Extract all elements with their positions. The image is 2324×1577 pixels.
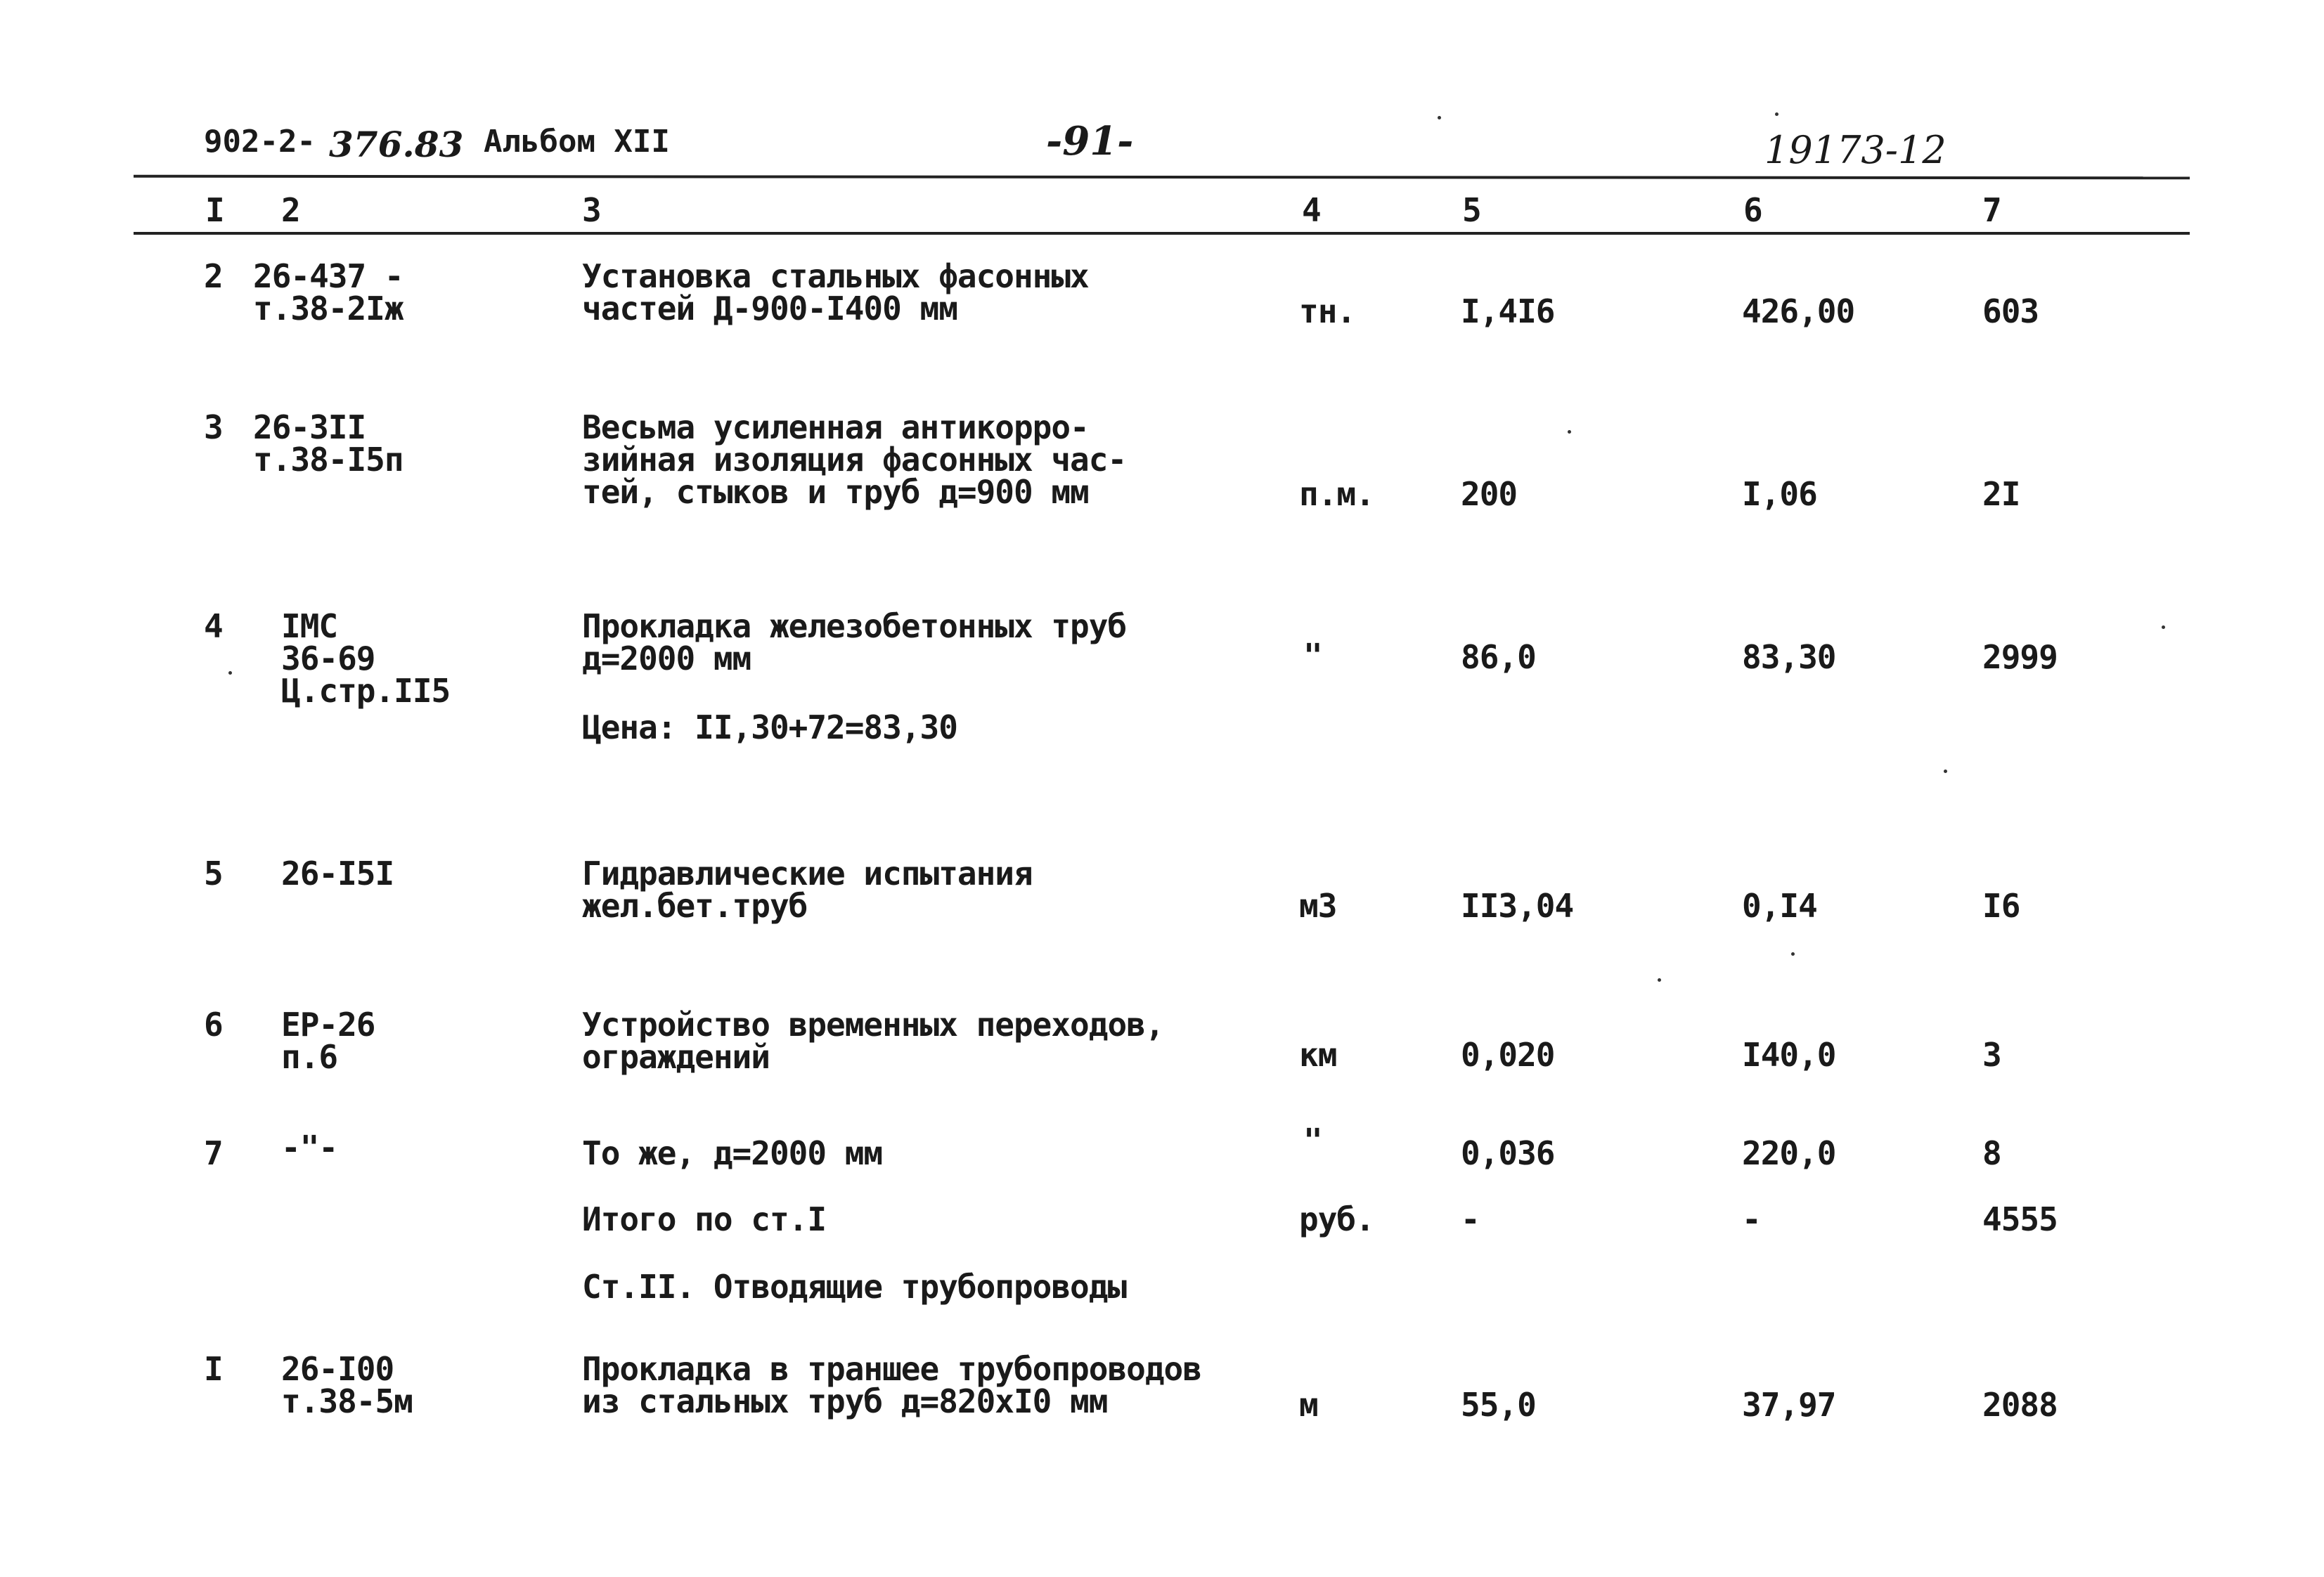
row-4-qty: II3,04 bbox=[1461, 887, 1574, 925]
subtotal-label: Итого по ст.I bbox=[582, 1200, 827, 1238]
col-header-6: 6 bbox=[1743, 191, 1763, 229]
scan-speck bbox=[1438, 116, 1441, 119]
col-header-4: 4 bbox=[1302, 191, 1322, 229]
row-3-note: Цена: II,30+72=83,30 bbox=[582, 708, 957, 746]
row-1-num: 2 bbox=[204, 257, 223, 295]
row-4-unit: м3 bbox=[1299, 887, 1337, 925]
row-4-price: 0,I4 bbox=[1742, 887, 1817, 925]
scan-speck bbox=[1944, 770, 1947, 773]
scan-speck bbox=[1658, 978, 1661, 982]
row-3-unit: " bbox=[1303, 637, 1322, 675]
row-6-desc: То же, д=2000 мм bbox=[582, 1134, 883, 1172]
doc-number-handwritten: 376.83 bbox=[329, 124, 464, 165]
last-row-num: I bbox=[204, 1350, 223, 1388]
scan-speck bbox=[1791, 952, 1795, 956]
last-row-desc: Прокладка в траншее трубопроводов из стальных труб д=820хI0 мм bbox=[582, 1350, 1201, 1420]
last-row-unit: м bbox=[1299, 1386, 1318, 1424]
scan-speck bbox=[1775, 112, 1778, 116]
row-2-desc: Весьма усиленная антикорро- зийная изоляция фасонных час- тей, стыков и труб д=900 мм bbox=[582, 408, 1127, 511]
scan-speck bbox=[228, 671, 232, 675]
scan-speck bbox=[2162, 625, 2165, 629]
row-3-num: 4 bbox=[204, 607, 223, 645]
row-6-total: 8 bbox=[1982, 1134, 2001, 1172]
row-1-code: 26-437 - т.38-2Iж bbox=[253, 257, 404, 327]
subtotal-total: 4555 bbox=[1982, 1200, 2058, 1238]
scan-speck bbox=[1568, 430, 1571, 434]
row-1-desc: Установка стальных фасонных частей Д-900-I400 мм bbox=[582, 257, 1089, 327]
last-row-qty: 55,0 bbox=[1461, 1386, 1536, 1424]
row-6-price: 220,0 bbox=[1742, 1134, 1836, 1172]
row-1-unit: тн. bbox=[1299, 292, 1356, 330]
row-4-num: 5 bbox=[204, 855, 223, 893]
row-4-code: 26-I5I bbox=[281, 855, 394, 893]
row-3-price: 83,30 bbox=[1742, 638, 1836, 676]
row-1-total: 603 bbox=[1982, 292, 2039, 330]
row-2-unit: п.м. bbox=[1299, 475, 1374, 513]
row-5-price: I40,0 bbox=[1742, 1036, 1836, 1074]
col-header-1: I bbox=[205, 191, 225, 229]
row-3-total: 2999 bbox=[1982, 638, 2058, 676]
row-6-qty: 0,036 bbox=[1461, 1134, 1555, 1172]
row-2-num: 3 bbox=[204, 408, 223, 446]
col-header-5: 5 bbox=[1462, 191, 1482, 229]
album-label: Альбом XII bbox=[484, 124, 670, 160]
row-2-price: I,06 bbox=[1742, 475, 1817, 513]
subtotal-qty: - bbox=[1461, 1200, 1480, 1238]
row-3-desc: Прокладка железобетонных труб д=2000 мм bbox=[582, 607, 1127, 677]
row-4-desc: Гидравлические испытания жел.бет.труб bbox=[582, 855, 1033, 925]
row-6-num: 7 bbox=[204, 1134, 223, 1172]
row-5-total: 3 bbox=[1982, 1036, 2001, 1074]
row-1-qty: I,4I6 bbox=[1461, 292, 1555, 330]
row-5-unit: км bbox=[1299, 1036, 1337, 1074]
subtotal-unit: руб. bbox=[1299, 1200, 1374, 1238]
row-2-code: 26-3II т.38-I5п bbox=[253, 408, 404, 479]
doc-code: 19173-12 bbox=[1764, 128, 1947, 172]
row-3-code: IМС 36-69 Ц.стр.II5 bbox=[281, 607, 451, 710]
section-title: Ст.II. Отводящие трубопроводы bbox=[582, 1268, 1127, 1306]
row-3-qty: 86,0 bbox=[1461, 638, 1536, 676]
page-number: -91- bbox=[1046, 118, 1134, 164]
top-rule bbox=[134, 175, 2190, 180]
last-row-total: 2088 bbox=[1982, 1386, 2058, 1424]
last-row-price: 37,97 bbox=[1742, 1386, 1836, 1424]
row-1-price: 426,00 bbox=[1742, 292, 1855, 330]
last-row-code: 26-I00 т.38-5м bbox=[281, 1350, 413, 1420]
row-5-qty: 0,020 bbox=[1461, 1036, 1555, 1074]
row-6-code: -"- bbox=[281, 1129, 338, 1167]
col-header-7: 7 bbox=[1982, 191, 2002, 229]
row-2-total: 2I bbox=[1982, 475, 2020, 513]
row-6-unit: " bbox=[1303, 1122, 1322, 1160]
row-5-desc: Устройство временных переходов, ограждений bbox=[582, 1006, 1164, 1076]
doc-prefix: 902-2- bbox=[204, 124, 316, 160]
header-rule bbox=[134, 232, 2190, 235]
row-2-qty: 200 bbox=[1461, 475, 1518, 513]
row-4-total: I6 bbox=[1982, 887, 2020, 925]
row-5-code: ЕР-26 п.6 bbox=[281, 1006, 375, 1076]
subtotal-price: - bbox=[1742, 1200, 1761, 1238]
col-header-3: 3 bbox=[582, 191, 602, 229]
col-header-2: 2 bbox=[281, 191, 301, 229]
row-5-num: 6 bbox=[204, 1006, 223, 1044]
